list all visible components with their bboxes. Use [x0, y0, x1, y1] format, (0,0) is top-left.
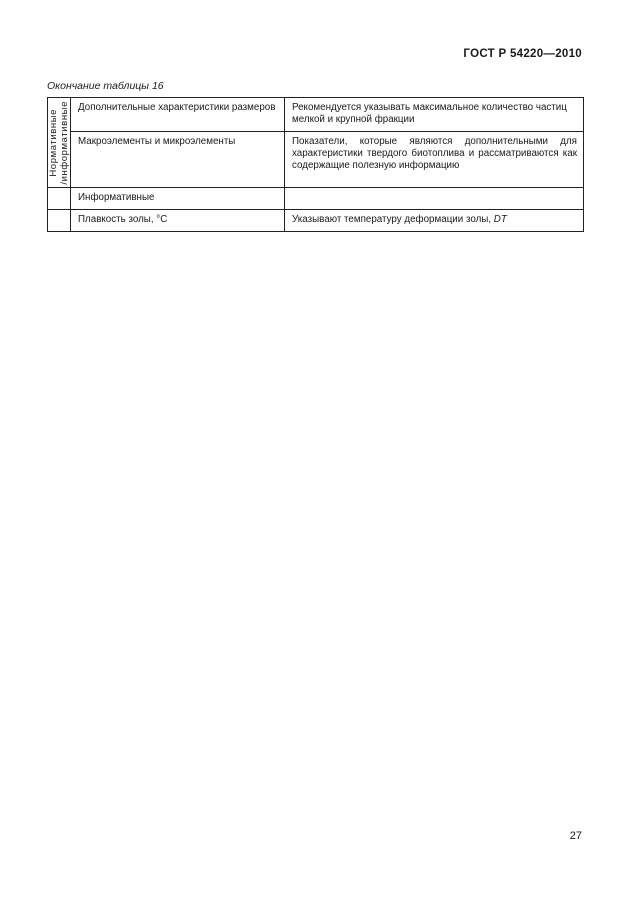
characteristic-cell: Макроэлементы и микроэлементы [71, 132, 285, 188]
requirement-cell: Показатели, которые являются дополнительными для характеристики твердого биотоплива и рассматриваются как содержащие полезную информацию [285, 132, 584, 188]
table-row [48, 210, 584, 232]
table-row [48, 98, 584, 132]
document-header: ГОСТ Р 54220—2010 [463, 48, 582, 60]
group-label [48, 101, 70, 185]
table-16-continuation [47, 97, 584, 232]
empty-cell [285, 188, 584, 210]
characteristic-cell: Дополнительные характеристики размеров [71, 98, 285, 132]
requirement-cell [285, 210, 584, 232]
requirement-text: Указывают температуру деформации золы, [292, 214, 494, 225]
table-row [48, 132, 584, 188]
empty-cell [48, 188, 71, 210]
dt-symbol: DT [493, 214, 507, 225]
table-row [48, 188, 584, 210]
page-number: 27 [569, 830, 582, 842]
table-caption: Окончание таблицы 16 [47, 80, 164, 92]
section-heading-cell: Информативные [71, 188, 285, 210]
group-label-line2: /информативные [59, 100, 70, 185]
group-label-line1: Нормативные [48, 108, 59, 177]
requirement-cell: Рекомендуется указывать максимальное количество частиц мелкой и крупной фракции [285, 98, 584, 132]
group-label-cell [48, 98, 71, 188]
empty-cell [48, 210, 71, 232]
characteristic-cell: Плавкость золы, °С [71, 210, 285, 232]
